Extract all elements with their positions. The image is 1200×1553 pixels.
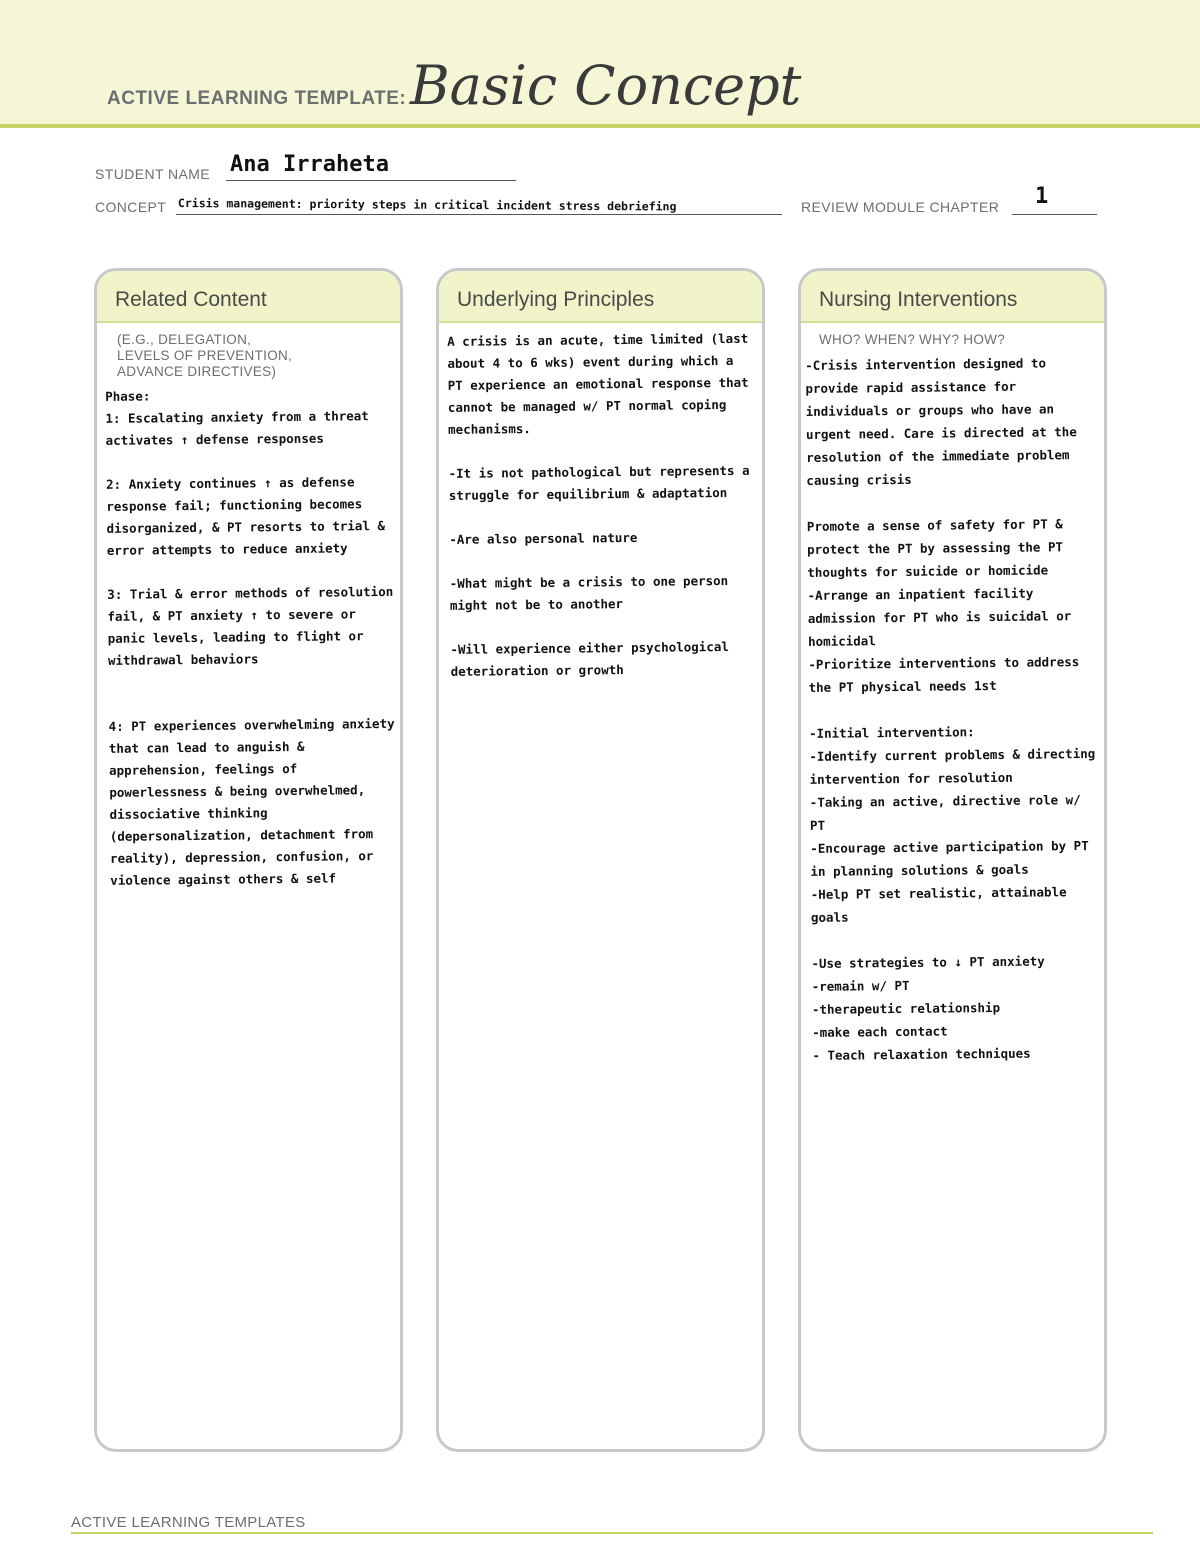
template-label: ACTIVE LEARNING TEMPLATE: [107, 88, 407, 109]
chapter-line [1012, 214, 1097, 215]
footer-rule [71, 1532, 1153, 1534]
template-title: Basic Concept [410, 54, 802, 117]
concept-label: CONCEPT [95, 199, 167, 215]
student-name-label: STUDENT NAME [95, 166, 210, 182]
related-content-notes: Phase: 1: Escalating anxiety from a threat activates ↑ defense responses 2: Anxiety continues ↑ as defense response fail; functioning becomes disorganized, & PT resorts to trial & error attempts to reduce anxiety 3: Trial & error methods of resolution fail, & PT anxiety ↑ to severe or panic levels, leading to flight or withdrawal behaviors 4: PT experiences overwhelming anxiety that can lead to anguish & apprehension, feelings of powerlessness & being overwhelmed, dissociative thinking (depersonalization, detachment from reality), depression, confusion, or violence against others & self [105, 388, 395, 888]
concept-value: Crisis management: priority steps in critical incident stress debriefing [177, 196, 677, 214]
nursing-interventions-subtitle: WHO? WHEN? WHY? HOW? [819, 332, 1006, 347]
nursing-interventions-title: Nursing Interventions [801, 271, 1104, 323]
nursing-interventions-notes: -Crisis intervention designed to provide rapid assistance for individuals or groups who have an urgent need. Care is directed at the resolution of the immediate problem causing crisis Promote a sense of safety for PT & protect the PT by assessing the PT thoughts for suicide or homicide -Arrange an inpatient facility admission for PT who is suicidal or homicidal -Prioritize interventions to address the PT physical needs 1st -Initial intervention: -Identify current problems & directing intervention for resolution -Taking an active, directive role w/ PT -Encourage active participation by PT in planning solutions & goals -Help PT set realistic, attainable goals -Use strategies to ↓ PT anxiety -remain w/ PT -therapeutic relationship -make each contact - Teach relaxation techniques [805, 355, 1096, 1063]
underlying-principles-title: Underlying Principles [439, 271, 762, 323]
review-module-chapter-value: 1 [1035, 184, 1049, 209]
student-name-line [226, 180, 516, 181]
underlying-principles-notes: A crisis is an acute, time limited (last about 4 to 6 wks) event during which a PT experience an emotional response that cannot be managed w/ PT normal coping mechanisms. -It is not pathological but represents a struggle for equilibrium & adaptation -Are also personal nature -What might be a crisis to one person might not be to another -Will experience either psychological deterioration or growth [447, 330, 750, 679]
underlying-principles-panel [436, 268, 765, 1452]
footer-label: ACTIVE LEARNING TEMPLATES [71, 1514, 306, 1531]
student-name-value: Ana Irraheta [230, 152, 389, 177]
header-rule [0, 124, 1200, 128]
related-content-panel [94, 268, 403, 1452]
review-module-chapter-label: REVIEW MODULE CHAPTER [801, 199, 1000, 215]
related-content-subtitle: (E.G., DELEGATION, LEVELS OF PREVENTION, ADVANCE DIRECTIVES) [117, 332, 293, 379]
related-content-title: Related Content [97, 271, 400, 323]
nursing-interventions-panel [798, 268, 1107, 1452]
concept-line [176, 214, 782, 215]
